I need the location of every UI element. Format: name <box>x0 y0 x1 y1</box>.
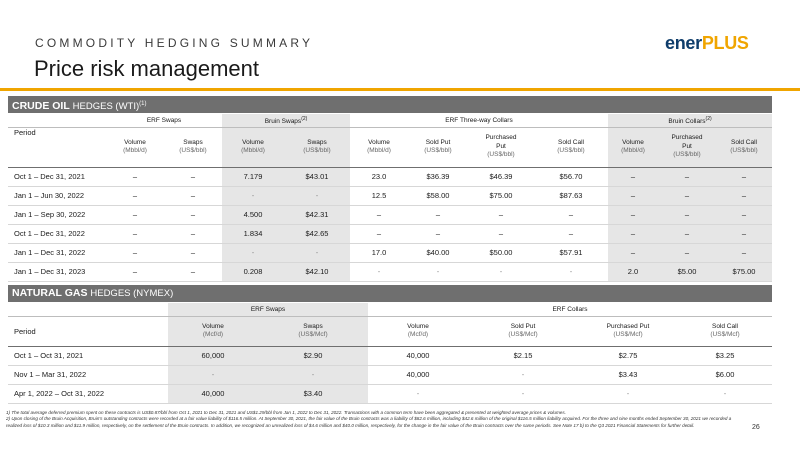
table-cell: – <box>468 224 534 243</box>
table-cell: – <box>106 224 164 243</box>
crude-col-header: Volume (Mbbl/d) <box>608 127 658 167</box>
crude-col-header: Volume (Mbbl/d) <box>350 127 408 167</box>
period-cell: Jan 1 – Jun 30, 2022 <box>8 186 106 205</box>
table-cell: – <box>658 205 716 224</box>
table-cell: – <box>106 262 164 281</box>
period-column-header: Period <box>8 127 106 167</box>
table-cell: 40,000 <box>168 384 258 403</box>
crude-table-body <box>8 167 772 281</box>
table-cell: $42.31 <box>284 205 350 224</box>
table-cell: $46.39 <box>468 167 534 186</box>
logo-text-ener: ener <box>665 33 702 53</box>
page-number: 26 <box>752 424 760 431</box>
gas-col-header: Sold Call (US$/Mcf) <box>678 316 772 346</box>
period-cell: Oct 1 – Dec 31, 2022 <box>8 224 106 243</box>
table-cell: – <box>164 243 222 262</box>
table-cell: 23.0 <box>350 167 408 186</box>
crude-col-header: Sold Call (US$/bbl) <box>534 127 608 167</box>
table-row <box>8 205 772 224</box>
gas-erf-swaps-group: ERF Swaps <box>168 303 368 316</box>
period-cell: Oct 1 – Oct 31, 2021 <box>8 346 168 365</box>
table-cell: – <box>350 224 408 243</box>
table-cell: – <box>716 186 772 205</box>
gas-col-header: Volume (Mcf/d) <box>168 316 258 346</box>
table-cell: – <box>164 224 222 243</box>
table-cell: – <box>716 167 772 186</box>
gas-column-header-row <box>8 316 772 346</box>
table-cell: $3.43 <box>578 365 678 384</box>
table-cell: 40,000 <box>368 346 468 365</box>
period-cell: Oct 1 – Dec 31, 2021 <box>8 167 106 186</box>
table-cell: - <box>468 262 534 281</box>
gas-col-header: Swaps (US$/Mcf) <box>258 316 368 346</box>
table-cell: $87.63 <box>534 186 608 205</box>
table-cell: - <box>168 365 258 384</box>
table-row <box>8 262 772 281</box>
table-cell: 4.500 <box>222 205 284 224</box>
table-cell: – <box>408 205 468 224</box>
table-cell: $50.00 <box>468 243 534 262</box>
table-cell: – <box>658 224 716 243</box>
table-cell: - <box>222 186 284 205</box>
table-cell: $2.90 <box>258 346 368 365</box>
table-cell: – <box>164 205 222 224</box>
gas-col-header: Volume (Mcf/d) <box>368 316 468 346</box>
table-cell: – <box>608 243 658 262</box>
table-cell: $57.91 <box>534 243 608 262</box>
erf-swaps-group: ERF Swaps <box>106 114 222 127</box>
footnote-2: 2) Upon closing of the Bruin Acquisition, Bruin's outstanding contracts were recorded at a fair value liability of $116.5 million. At September 30, 2021, the fair value of the Bruin contracts was a liability of $82.6 million, including $42.6 million of the original $116.5 million liability acquired. For the three and nine months ended September 30, 2021 we recorded a realized loss of $10.3 million and $11.9 million, respectively, on the settlement of the Bruin contracts. In addition, we recognized an unrealized loss of $4.6 million and $40.0 million, respectively, for the change in the fair value of the Bruin contracts over the same periods. See Note 17 b) to the Q3 2021 Financial Statements for further detail. <box>6 416 732 428</box>
table-cell: $6.00 <box>678 365 772 384</box>
bruin-swaps-group: Bruin Swaps$^{(2)}$ <box>222 114 350 127</box>
table-cell: – <box>716 205 772 224</box>
crude-hedge-table <box>8 114 772 282</box>
table-cell: – <box>716 224 772 243</box>
erf-three-way-collars-group: ERF Three-way Collars <box>350 114 608 127</box>
table-cell: - <box>284 186 350 205</box>
table-cell: $5.00 <box>658 262 716 281</box>
table-cell: - <box>678 384 772 403</box>
table-cell: - <box>408 262 468 281</box>
crude-column-header-row <box>8 127 772 167</box>
crude-section-subtitle: HEDGES (WTI)$^{(1)}$ <box>72 101 147 113</box>
table-row <box>8 243 772 262</box>
table-cell: – <box>608 224 658 243</box>
gas-col-header: Sold Put (US$/Mcf) <box>468 316 578 346</box>
table-cell: – <box>658 167 716 186</box>
gas-section-title: NATURAL GAS <box>12 287 88 299</box>
table-cell: $3.25 <box>678 346 772 365</box>
gas-period-column-header: Period <box>8 316 168 346</box>
table-cell: – <box>608 167 658 186</box>
table-row <box>8 346 772 365</box>
table-cell: 2.0 <box>608 262 658 281</box>
table-cell: - <box>578 384 678 403</box>
table-cell: – <box>164 186 222 205</box>
table-cell: $2.75 <box>578 346 678 365</box>
table-cell: – <box>716 243 772 262</box>
gas-erf-collars-group: ERF Collars <box>368 303 772 316</box>
table-cell: $36.39 <box>408 167 468 186</box>
crude-group-header-row <box>8 114 772 127</box>
table-cell: – <box>534 224 608 243</box>
table-cell: – <box>534 205 608 224</box>
table-row <box>8 365 772 384</box>
table-cell: – <box>106 186 164 205</box>
table-row <box>8 167 772 186</box>
table-cell: $58.00 <box>408 186 468 205</box>
logo-text-plus: PLUS <box>701 33 749 53</box>
table-cell: – <box>164 262 222 281</box>
table-cell: – <box>658 186 716 205</box>
footnotes <box>6 410 746 429</box>
table-cell: – <box>106 167 164 186</box>
crude-col-header: Swaps (US$/bbl) <box>284 127 350 167</box>
table-cell: $3.40 <box>258 384 368 403</box>
table-cell: 60,000 <box>168 346 258 365</box>
table-cell: – <box>468 205 534 224</box>
period-cell: Jan 1 – Dec 31, 2023 <box>8 262 106 281</box>
table-cell: $56.70 <box>534 167 608 186</box>
gas-section-subtitle: HEDGES (NYMEX) <box>90 288 174 299</box>
gas-table-body <box>8 346 772 403</box>
table-cell: $75.00 <box>468 186 534 205</box>
table-cell: 1.834 <box>222 224 284 243</box>
bruin-collars-group: Bruin Collars$^{(2)}$ <box>608 114 772 127</box>
table-cell: - <box>468 365 578 384</box>
table-cell: 12.5 <box>350 186 408 205</box>
table-cell: $42.10 <box>284 262 350 281</box>
crude-col-header: Purchased Put (US$/bbl) <box>658 127 716 167</box>
period-cell: Jan 1 – Sep 30, 2022 <box>8 205 106 224</box>
header-rule <box>0 88 800 91</box>
table-cell: $75.00 <box>716 262 772 281</box>
table-cell: 0.208 <box>222 262 284 281</box>
period-cell: Apr 1, 2022 – Oct 31, 2022 <box>8 384 168 403</box>
table-cell: - <box>258 365 368 384</box>
table-cell: – <box>106 243 164 262</box>
table-cell: 40,000 <box>368 365 468 384</box>
table-cell: - <box>534 262 608 281</box>
table-cell: - <box>222 243 284 262</box>
table-cell: – <box>608 205 658 224</box>
crude-col-header: Sold Put (US$/bbl) <box>408 127 468 167</box>
table-cell: - <box>368 384 468 403</box>
table-cell: - <box>350 262 408 281</box>
crude-col-header: Purchased Put (US$/bbl) <box>468 127 534 167</box>
table-row <box>8 186 772 205</box>
table-cell: $40.00 <box>408 243 468 262</box>
table-cell: - <box>468 384 578 403</box>
gas-section-header <box>8 285 772 302</box>
table-cell: – <box>408 224 468 243</box>
table-cell: $43.01 <box>284 167 350 186</box>
crude-section-header <box>8 96 772 113</box>
enerplus-logo <box>665 33 749 54</box>
period-cell: Jan 1 – Dec 31, 2022 <box>8 243 106 262</box>
crude-col-header: Sold Call (US$/bbl) <box>716 127 772 167</box>
gas-col-header: Purchased Put (US$/Mcf) <box>578 316 678 346</box>
table-cell: – <box>658 243 716 262</box>
gas-hedge-table <box>8 303 772 404</box>
table-cell: $2.15 <box>468 346 578 365</box>
table-cell: – <box>106 205 164 224</box>
table-cell: $42.65 <box>284 224 350 243</box>
table-row <box>8 224 772 243</box>
table-cell: – <box>608 186 658 205</box>
table-cell: 7.179 <box>222 167 284 186</box>
page-title: Price risk management <box>34 56 259 81</box>
period-cell: Nov 1 – Mar 31, 2022 <box>8 365 168 384</box>
table-cell: – <box>350 205 408 224</box>
footnote-1: 1) The total average deferred premium spent on these contracts is US$0.87/bbl from Oct 1, 2021 to Dec 31, 2021 and US$1.29/bbl from Jan 1, 2022 to Dec 31, 2022. Transactions with a common term have been aggregated & presented at weighted average prices & volumes. <box>6 410 566 415</box>
crude-col-header: Volume (Mbbl/d) <box>106 127 164 167</box>
table-row <box>8 384 772 403</box>
header-eyebrow: COMMODITY HEDGING SUMMARY <box>35 36 314 50</box>
crude-section-title: CRUDE OIL <box>12 100 70 113</box>
crude-col-header: Swaps (US$/bbl) <box>164 127 222 167</box>
crude-col-header: Volume (Mbbl/d) <box>222 127 284 167</box>
table-cell: 17.0 <box>350 243 408 262</box>
table-cell: – <box>164 167 222 186</box>
table-cell: - <box>284 243 350 262</box>
gas-group-header-row <box>8 303 772 316</box>
